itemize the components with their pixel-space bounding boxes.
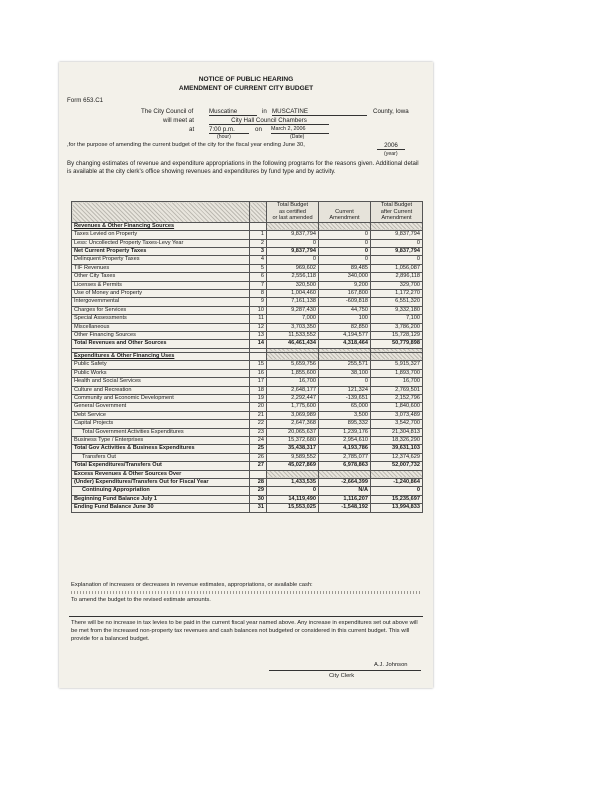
total-after-value: 2,896,118 bbox=[371, 273, 423, 281]
in-label: in bbox=[262, 108, 267, 115]
explanation-text: To amend the budget to the revised estimate amounts. bbox=[71, 597, 211, 603]
row-label: General Government bbox=[72, 403, 250, 411]
total-after-value: 0 bbox=[371, 487, 423, 495]
table-row bbox=[72, 264, 423, 272]
amendment-value: 0 bbox=[319, 239, 371, 247]
total-after-value: 39,631,103 bbox=[371, 445, 423, 453]
table-row bbox=[72, 340, 423, 348]
amendment-value: 0 bbox=[319, 231, 371, 239]
row-label: Continuing Appropriation bbox=[72, 487, 250, 495]
row-label: TIF Revenues bbox=[72, 264, 250, 272]
notice-title: NOTICE OF PUBLIC HEARING bbox=[198, 76, 294, 83]
line-number: 20 bbox=[250, 403, 267, 411]
certified-value: 1,855,600 bbox=[267, 369, 319, 377]
row-label: Other City Taxes bbox=[72, 273, 250, 281]
total-after-value: 13,994,833 bbox=[371, 504, 423, 512]
amendment-value: -1,548,192 bbox=[319, 504, 371, 512]
table-row bbox=[72, 290, 423, 298]
table-row bbox=[72, 453, 423, 461]
line-number: 28 bbox=[250, 478, 267, 486]
line-number: 19 bbox=[250, 394, 267, 402]
table-row bbox=[72, 306, 423, 314]
total-after-value: 9,332,180 bbox=[371, 306, 423, 314]
section-header-filler bbox=[250, 352, 267, 360]
line-number: 9 bbox=[250, 298, 267, 306]
row-label: Less: Uncollected Property Taxes-Levy Year bbox=[72, 239, 250, 247]
line-number: 27 bbox=[250, 462, 267, 470]
row-label: Miscellaneous bbox=[72, 323, 250, 331]
table-row bbox=[72, 411, 423, 419]
amendment-header: Current Amendment bbox=[319, 202, 371, 223]
certified-value: 3,069,989 bbox=[267, 411, 319, 419]
amendment-value: 1,239,176 bbox=[319, 428, 371, 436]
excess-title-filler bbox=[371, 470, 423, 478]
total-after-value: 329,700 bbox=[371, 281, 423, 289]
closing-statement: There will be no increase in tax levies to be paid in the current fiscal year named above. Any increase in expenditures set out above will be met from the increased non-property tax revenues and cash balances not budgeted or considered in this current budget. This will provide for a balanced budget. bbox=[71, 620, 418, 643]
amendment-value: 895,332 bbox=[319, 420, 371, 428]
amendment-value: 255,571 bbox=[319, 361, 371, 369]
line-number: 16 bbox=[250, 369, 267, 377]
amendment-value: 167,800 bbox=[319, 290, 371, 298]
amendment-value: 6,978,863 bbox=[319, 462, 371, 470]
total-after-value: 9,837,794 bbox=[371, 248, 423, 256]
row-label: Net Current Property Taxes bbox=[72, 248, 250, 256]
line-number: 30 bbox=[250, 495, 267, 503]
line-number: 11 bbox=[250, 315, 267, 323]
expenditure-section-title: Expenditures & Other Financing Uses bbox=[72, 352, 250, 360]
table-row bbox=[72, 332, 423, 340]
certified-value: 15,553,025 bbox=[267, 504, 319, 512]
line-number: 1 bbox=[250, 231, 267, 239]
total-after-value: 1,172,270 bbox=[371, 290, 423, 298]
city-name: Muscatine bbox=[209, 108, 257, 116]
certified-header: Total Budget as certified or last amended bbox=[267, 202, 319, 223]
row-label: Culture and Recreation bbox=[72, 386, 250, 394]
line-number: 22 bbox=[250, 420, 267, 428]
certified-value: 9,837,794 bbox=[267, 231, 319, 239]
council-prefix: The City Council of bbox=[141, 108, 194, 115]
table-row bbox=[72, 378, 423, 386]
will-meet-label: will meet at bbox=[163, 117, 194, 124]
total-after-value: 2,152,796 bbox=[371, 394, 423, 402]
section-header-row bbox=[72, 352, 423, 360]
clerk-signature: A.J. Johnson bbox=[374, 662, 408, 668]
line-number: 3 bbox=[250, 248, 267, 256]
table-row bbox=[72, 239, 423, 247]
line-number: 17 bbox=[250, 378, 267, 386]
amendment-value: 9,200 bbox=[319, 281, 371, 289]
section-header-filler bbox=[319, 352, 371, 360]
row-label: Delinquent Property Taxes bbox=[72, 256, 250, 264]
row-label: Total Expenditures/Transfers Out bbox=[72, 462, 250, 470]
section-divider bbox=[69, 616, 423, 617]
signature-line bbox=[269, 670, 421, 671]
budget-table-body bbox=[72, 222, 423, 512]
row-label: Transfers Out bbox=[72, 453, 250, 461]
county-name: MUSCATINE bbox=[272, 108, 367, 116]
fiscal-year: 2006 bbox=[377, 142, 405, 150]
on-label: on bbox=[255, 126, 262, 133]
amendment-value: 65,000 bbox=[319, 403, 371, 411]
section-header-filler bbox=[250, 222, 267, 230]
budget-table-container bbox=[71, 201, 422, 513]
total-after-value: 2,769,501 bbox=[371, 386, 423, 394]
certified-value: 2,647,368 bbox=[267, 420, 319, 428]
certified-value: 7,161,138 bbox=[267, 298, 319, 306]
form-number: Form 653.C1 bbox=[67, 97, 104, 104]
row-label: Total Government Activities Expenditures bbox=[72, 428, 250, 436]
total-after-value: 21,304,813 bbox=[371, 428, 423, 436]
certified-value: 35,438,317 bbox=[267, 445, 319, 453]
table-row bbox=[72, 323, 423, 331]
line-number: 26 bbox=[250, 453, 267, 461]
row-label: Licenses & Permits bbox=[72, 281, 250, 289]
table-row bbox=[72, 256, 423, 264]
date-caption: (Date) bbox=[290, 134, 305, 140]
row-label: Intergovernmental bbox=[72, 298, 250, 306]
certified-value: 2,648,177 bbox=[267, 386, 319, 394]
amendment-value: 2,954,610 bbox=[319, 436, 371, 444]
total-after-value: 7,100 bbox=[371, 315, 423, 323]
table-row bbox=[72, 445, 423, 453]
amendment-value: 44,750 bbox=[319, 306, 371, 314]
certified-value: 2,292,447 bbox=[267, 394, 319, 402]
amendment-value: 89,485 bbox=[319, 264, 371, 272]
line-number: 15 bbox=[250, 361, 267, 369]
total-after-value: 6,551,320 bbox=[371, 298, 423, 306]
certified-value: 15,372,680 bbox=[267, 436, 319, 444]
total-after-value: 12,374,629 bbox=[371, 453, 423, 461]
amendment-value: -139,651 bbox=[319, 394, 371, 402]
certified-value: 320,500 bbox=[267, 281, 319, 289]
total-after-value: 9,837,794 bbox=[371, 231, 423, 239]
table-row bbox=[72, 504, 423, 512]
line-number: 4 bbox=[250, 256, 267, 264]
line-header bbox=[250, 202, 267, 223]
certified-value: 0 bbox=[267, 487, 319, 495]
section-header-filler bbox=[319, 222, 371, 230]
amendment-value: 2,785,077 bbox=[319, 453, 371, 461]
certified-value: 9,837,794 bbox=[267, 248, 319, 256]
section-header-filler bbox=[267, 352, 319, 360]
section-header-row bbox=[72, 222, 423, 230]
table-row bbox=[72, 462, 423, 470]
excess-title-filler bbox=[267, 470, 319, 478]
table-row bbox=[72, 403, 423, 411]
row-label: Capital Projects bbox=[72, 420, 250, 428]
amendment-value: -609,818 bbox=[319, 298, 371, 306]
total-after-value: 0 bbox=[371, 239, 423, 247]
line-number: 2 bbox=[250, 239, 267, 247]
excess-title-filler bbox=[250, 470, 267, 478]
total-after-value: 52,007,732 bbox=[371, 462, 423, 470]
total-after-value: 15,728,129 bbox=[371, 332, 423, 340]
line-number: 8 bbox=[250, 290, 267, 298]
row-label: Ending Fund Balance June 30 bbox=[72, 504, 250, 512]
line-number: 6 bbox=[250, 273, 267, 281]
certified-value: 0 bbox=[267, 256, 319, 264]
intro-paragraph: By changing estimates of revenue and expenditure appropriations in the following programs for the reasons given. Additional detail is available at the city clerk's office showing revenues and expenditures by fund type and by activity. bbox=[67, 160, 419, 175]
amendment-value: 4,194,577 bbox=[319, 332, 371, 340]
certified-value: 11,533,552 bbox=[267, 332, 319, 340]
certified-value: 46,461,434 bbox=[267, 340, 319, 348]
certified-value: 1,004,460 bbox=[267, 290, 319, 298]
certified-value: 5,659,756 bbox=[267, 361, 319, 369]
line-number: 29 bbox=[250, 487, 267, 495]
excess-title: Excess Revenues & Other Sources Over bbox=[72, 470, 250, 478]
amendment-value: 100 bbox=[319, 315, 371, 323]
year-caption: (year) bbox=[384, 151, 398, 157]
row-label: Community and Economic Development bbox=[72, 394, 250, 402]
certified-value: 45,027,869 bbox=[267, 462, 319, 470]
table-row bbox=[72, 420, 423, 428]
revenue-section-title: Revenues & Other Financing Sources bbox=[72, 222, 250, 230]
amendment-value: 340,000 bbox=[319, 273, 371, 281]
total-after-value: 1,056,087 bbox=[371, 264, 423, 272]
amendment-value: 38,100 bbox=[319, 369, 371, 377]
row-label: Use of Money and Property bbox=[72, 290, 250, 298]
amendment-value: 4,318,464 bbox=[319, 340, 371, 348]
amendment-value: 82,850 bbox=[319, 323, 371, 331]
amendment-value: -2,664,399 bbox=[319, 478, 371, 486]
table-row bbox=[72, 428, 423, 436]
budget-notice-document bbox=[59, 62, 433, 688]
row-label: (Under) Expenditures/Transfers Out for Fiscal Year bbox=[72, 478, 250, 486]
certified-value: 3,703,350 bbox=[267, 323, 319, 331]
excess-title-filler bbox=[319, 470, 371, 478]
row-label: Health and Social Services bbox=[72, 378, 250, 386]
total-after-value: 50,779,898 bbox=[371, 340, 423, 348]
table-row bbox=[72, 361, 423, 369]
meeting-location: City Hall Council Chambers bbox=[209, 117, 329, 125]
line-number: 13 bbox=[250, 332, 267, 340]
notice-subtitle: AMENDMENT OF CURRENT CITY BUDGET bbox=[178, 85, 314, 92]
certified-value: 2,556,118 bbox=[267, 273, 319, 281]
amendment-value: 0 bbox=[319, 378, 371, 386]
certified-value: 969,602 bbox=[267, 264, 319, 272]
certified-value: 9,589,552 bbox=[267, 453, 319, 461]
table-row bbox=[72, 487, 423, 495]
explanation-label: Explanation of increases or decreases in revenue estimates, appropriations, or available cash: bbox=[71, 582, 313, 588]
amendment-value: N/A bbox=[319, 487, 371, 495]
line-number: 10 bbox=[250, 306, 267, 314]
table-row bbox=[72, 281, 423, 289]
certified-value: 1,775,600 bbox=[267, 403, 319, 411]
label-header bbox=[72, 202, 250, 223]
line-number: 7 bbox=[250, 281, 267, 289]
row-label: Public Safety bbox=[72, 361, 250, 369]
amendment-value: 4,193,786 bbox=[319, 445, 371, 453]
line-number: 24 bbox=[250, 436, 267, 444]
amendment-value: 3,500 bbox=[319, 411, 371, 419]
certified-value: 20,065,637 bbox=[267, 428, 319, 436]
line-number: 5 bbox=[250, 264, 267, 272]
table-row bbox=[72, 315, 423, 323]
line-number: 23 bbox=[250, 428, 267, 436]
line-number: 18 bbox=[250, 386, 267, 394]
at-label: at bbox=[189, 126, 195, 133]
row-label: Charges for Services bbox=[72, 306, 250, 314]
certified-value: 14,119,490 bbox=[267, 495, 319, 503]
budget-table bbox=[71, 201, 423, 513]
total-after-value: 0 bbox=[371, 256, 423, 264]
row-label: Business Type / Enterprises bbox=[72, 436, 250, 444]
total-after-value: 15,235,697 bbox=[371, 495, 423, 503]
line-number: 21 bbox=[250, 411, 267, 419]
table-row bbox=[72, 369, 423, 377]
total-after-value: 1,840,600 bbox=[371, 403, 423, 411]
certified-value: 7,000 bbox=[267, 315, 319, 323]
clerk-title: City Clerk bbox=[329, 673, 355, 679]
row-label: Total Gov Activities & Business Expenditures bbox=[72, 445, 250, 453]
row-label: Total Revenues and Other Sources bbox=[72, 340, 250, 348]
meeting-time: 7:00 p.m. bbox=[209, 126, 249, 134]
certified-value: 1,433,535 bbox=[267, 478, 319, 486]
row-label: Other Financing Sources bbox=[72, 332, 250, 340]
section-header-filler bbox=[371, 352, 423, 360]
certified-value: 16,700 bbox=[267, 378, 319, 386]
line-number: 25 bbox=[250, 445, 267, 453]
table-row bbox=[72, 248, 423, 256]
total-after-value: 1,893,700 bbox=[371, 369, 423, 377]
line-number: 31 bbox=[250, 504, 267, 512]
total-after-value: 3,542,700 bbox=[371, 420, 423, 428]
total-after-value: -1,240,864 bbox=[371, 478, 423, 486]
hour-caption: (hour) bbox=[217, 134, 231, 140]
amendment-value: 0 bbox=[319, 248, 371, 256]
county-suffix: County, Iowa bbox=[373, 108, 409, 115]
table-row bbox=[72, 386, 423, 394]
explanation-divider bbox=[71, 591, 421, 594]
row-label: Beginning Fund Balance July 1 bbox=[72, 495, 250, 503]
table-row bbox=[72, 478, 423, 486]
total-after-value: 18,326,290 bbox=[371, 436, 423, 444]
amendment-value: 121,324 bbox=[319, 386, 371, 394]
section-header-filler bbox=[371, 222, 423, 230]
certified-value: 0 bbox=[267, 239, 319, 247]
table-row bbox=[72, 495, 423, 503]
line-number: 14 bbox=[250, 340, 267, 348]
total-after-value: 3,073,489 bbox=[371, 411, 423, 419]
amendment-value: 1,116,207 bbox=[319, 495, 371, 503]
row-label: Public Works bbox=[72, 369, 250, 377]
table-row bbox=[72, 231, 423, 239]
total-after-header: Total Budget after Current Amendment bbox=[371, 202, 423, 223]
meeting-date: March 2, 2006 bbox=[271, 126, 329, 134]
table-row bbox=[72, 394, 423, 402]
total-after-value: 16,700 bbox=[371, 378, 423, 386]
row-label: Debt Service bbox=[72, 411, 250, 419]
table-row bbox=[72, 436, 423, 444]
section-header-filler bbox=[267, 222, 319, 230]
row-label: Special Assessments bbox=[72, 315, 250, 323]
table-row bbox=[72, 273, 423, 281]
excess-title-row bbox=[72, 470, 423, 478]
line-number: 12 bbox=[250, 323, 267, 331]
amendment-value: 0 bbox=[319, 256, 371, 264]
certified-value: 9,287,430 bbox=[267, 306, 319, 314]
row-label: Taxes Levied on Property bbox=[72, 231, 250, 239]
purpose-text: ,for the purpose of amending the current budget of the city for the fiscal year ending June 30, bbox=[67, 142, 305, 148]
table-row bbox=[72, 298, 423, 306]
total-after-value: 5,915,327 bbox=[371, 361, 423, 369]
total-after-value: 3,786,200 bbox=[371, 323, 423, 331]
